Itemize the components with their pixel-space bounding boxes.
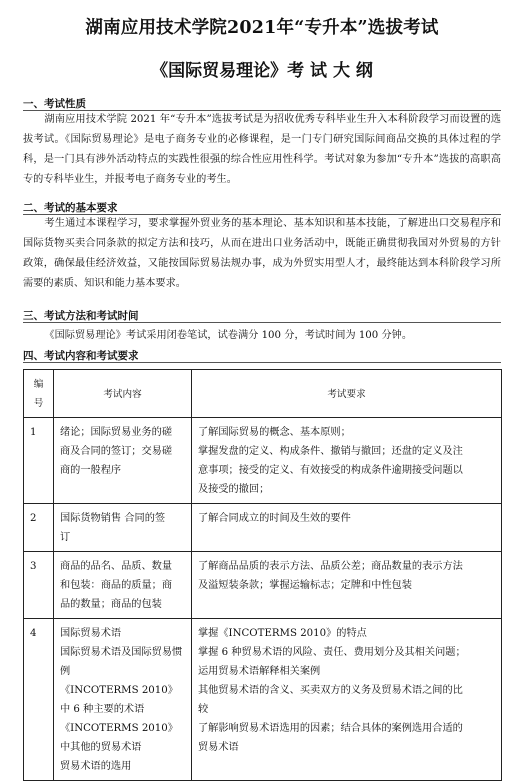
row-number-cell: 2 bbox=[24, 504, 54, 552]
section-heading-nature: 一、考试性质 bbox=[23, 98, 86, 110]
row-number-cell: 3 bbox=[24, 552, 54, 619]
row-requirement-cell bbox=[192, 504, 502, 552]
table-row bbox=[24, 552, 502, 619]
row-requirement-cell bbox=[192, 619, 502, 781]
table-header-content: 考试内容 bbox=[54, 370, 192, 418]
requirement-line: 了解合同成立的时间及生效的要件 bbox=[198, 513, 351, 524]
table-row bbox=[24, 619, 502, 781]
requirement-line: 掌握发盘的定义、构成条件、撤销与撤回；还盘的定义及注 bbox=[198, 446, 463, 457]
section-heading-content: 四、考试内容和考试要求 bbox=[23, 350, 139, 362]
table-header-requirement: 考试要求 bbox=[192, 370, 502, 418]
requirement-line: 了解商品品质的表示方法、品质公差；商品数量的表示方法 bbox=[198, 561, 463, 572]
requirement-line: 了解影响贸易术语选用的因素；结合具体的案例选用合适的 bbox=[198, 723, 463, 734]
heading-underline bbox=[23, 320, 501, 323]
content-line: 国际货物销售 合同的签 bbox=[60, 513, 166, 524]
row-number-cell: 4 bbox=[24, 619, 54, 781]
row-requirement-cell bbox=[192, 552, 502, 619]
content-line: 《INCOTERMS 2010》中 6 种主要的术语 bbox=[60, 685, 178, 715]
requirement-line: 贸易术语 bbox=[198, 742, 239, 753]
content-line: 贸易术语的选用 bbox=[60, 761, 132, 772]
table-body bbox=[24, 418, 502, 781]
requirement-line: 掌握《INCOTERMS 2010》的特点 bbox=[198, 628, 367, 639]
section-paragraph-nature: 湖南应用技术学院 2021 年“专升本”选拔考试是为招收优秀专科毕业生升入本科阶段学习而设置的选拔考试。《国际贸易理论》是电子商务专业的必修课程，是一门专门研究国际间商品交换的具体过程的学科，是一门具有涉外活动特点的实践性很强的综合性应用性科学。考试对象为参加“专升本”选拔的高职高专的专科毕业生，并报考电子商务专业的考生。 bbox=[23, 114, 501, 185]
row-content-cell bbox=[54, 504, 192, 552]
content-line: 品的数量；商品的包装 bbox=[60, 599, 162, 610]
section-paragraph-requirements: 考生通过本课程学习，要求掌握外贸业务的基本理论、基本知识和基本技能，了解进出口交易程序和国际货物买卖合同条款的拟定方法和技巧，从而在进出口业务活动中，既能正确贯彻我国对外贸易的方针政策，确保最佳经济效益，又能按国际贸易法规办事，成为外贸实用型人才，最终能达到本科阶段学习所需要的素质、知识和能力基本要求。 bbox=[23, 218, 501, 289]
content-line: 商的一般程序 bbox=[60, 465, 122, 476]
table-row bbox=[24, 504, 502, 552]
requirement-line: 掌握 6 种贸易术语的风险、责任、费用划分及其相关问题； bbox=[198, 647, 466, 658]
row-requirement-cell bbox=[192, 418, 502, 504]
content-line: 绪论；国际贸易业务的磋 bbox=[60, 427, 173, 438]
section-paragraph-method: 《国际贸易理论》考试采用闭卷笔试，试卷满分 100 分，考试时间为 100 分钟。 bbox=[44, 330, 413, 341]
table-header-number: 编号 bbox=[24, 370, 54, 418]
requirement-line: 运用贸易术语解释相关案例 bbox=[198, 666, 321, 677]
requirement-line: 其他贸易术语的含义、买卖双方的义务及贸易术语之间的比 bbox=[198, 685, 463, 696]
content-line: 《INCOTERMS 2010》中其他的贸易术语 bbox=[60, 723, 178, 753]
table-header-row bbox=[24, 370, 502, 418]
row-number-cell: 1 bbox=[24, 418, 54, 504]
requirement-line: 了解国际贸易的概念、基本原则； bbox=[198, 427, 351, 438]
row-content-cell bbox=[54, 418, 192, 504]
content-line: 国际贸易术语及国际贸易惯例 bbox=[60, 647, 183, 677]
document-subtitle: 《国际贸易理论》考 试 大 纲 bbox=[151, 61, 373, 81]
content-line: 商及合同的签订；交易磋 bbox=[60, 446, 173, 457]
document-title: 湖南应用技术学院2021年“专升本”选拔考试 bbox=[85, 18, 439, 38]
exam-content-table bbox=[23, 369, 502, 781]
section-heading-requirements: 二、考试的基本要求 bbox=[23, 202, 118, 214]
requirement-line: 较 bbox=[198, 704, 209, 715]
content-line: 国际贸易术语 bbox=[60, 628, 122, 639]
content-line: 商品的品名、品质、数量 bbox=[60, 561, 173, 572]
requirement-line: 及溢短装条款；掌握运输标志；定牌和中性包装 bbox=[198, 580, 412, 591]
requirement-line: 及接受的撤回； bbox=[198, 484, 270, 495]
row-content-cell bbox=[54, 552, 192, 619]
table-row bbox=[24, 418, 502, 504]
row-content-cell bbox=[54, 619, 192, 781]
section-heading-method: 三、考试方法和考试时间 bbox=[23, 310, 139, 322]
heading-underline bbox=[23, 360, 501, 363]
requirement-line: 意事项；接受的定义、有效接受的构成条件逾期接受问题以 bbox=[198, 465, 463, 476]
content-line: 订 bbox=[60, 532, 71, 543]
content-line: 和包装：商品的质量；商 bbox=[60, 580, 173, 591]
